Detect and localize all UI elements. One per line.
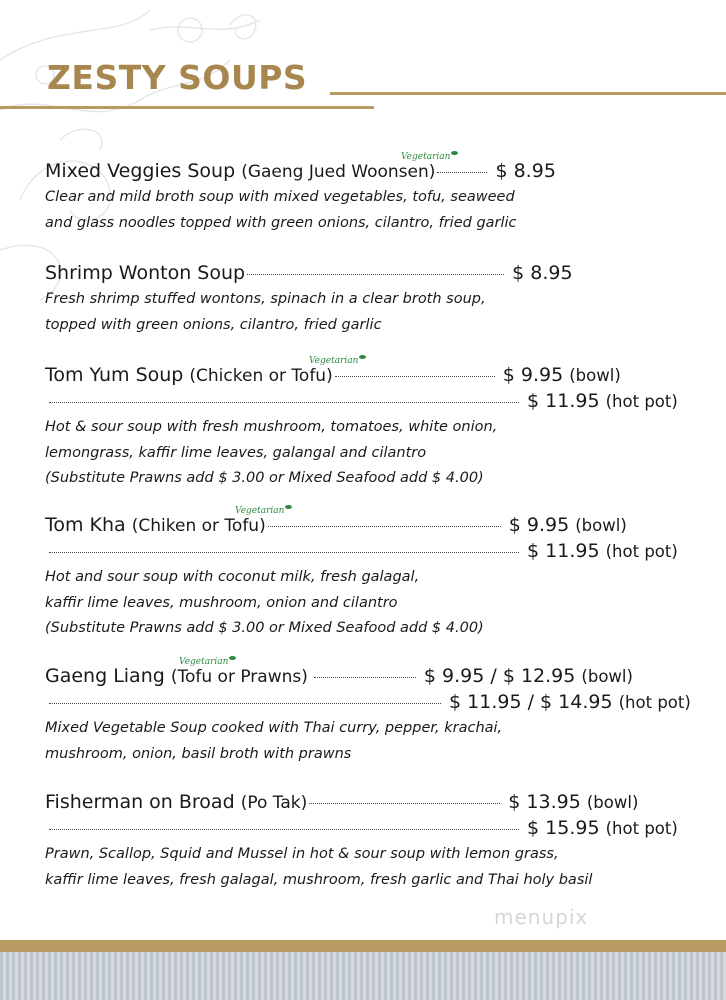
item-subtitle: (Tofu or Prawns)	[170, 667, 308, 687]
menu-item-mixed-veggies-soup	[45, 152, 705, 236]
vegetarian-icon: Vegetarian	[235, 498, 292, 524]
vegetarian-icon: Vegetarian	[309, 348, 366, 374]
item-subtitle: (Chiken or Tofu)	[131, 516, 266, 536]
item-price-bowl: $ 9.95	[502, 364, 564, 386]
menu-item-shrimp-wonton-soup	[45, 260, 705, 338]
item-price: $ 8.95	[495, 160, 556, 182]
leader-dots	[49, 552, 519, 553]
item-name: Shrimp Wonton Soup	[45, 262, 246, 284]
item-name: Gaeng Liang	[45, 665, 165, 687]
item-subtitle: (Chicken or Tofu)	[189, 366, 333, 386]
item-description: Hot & sour soup with fresh mushroom, tomatoes, white onion, lemongrass, kaffir lime leaves, galangal and cilantro (Substitute Prawns add $ 3.00 or Mixed Seafood add $ 4.00)	[45, 419, 498, 486]
header-rule-left	[0, 106, 374, 109]
item-description: Hot and sour soup with coconut milk, fresh galagal, kaffir lime leaves, mushroom, onion and cilantro (Substitute Prawns add $ 3.00 or Mixed Seafood add $ 4.00)	[45, 569, 484, 636]
vegetarian-icon: Vegetarian	[179, 649, 236, 675]
leader-dots	[49, 703, 441, 704]
item-description: Prawn, Scallop, Squid and Mussel in hot & sour soup with lemon grass, kaffir lime leaves, fresh galagal, mushroom, fresh garlic and Thai holy basil	[45, 846, 593, 888]
leader-dots	[309, 803, 500, 804]
item-price-hotpot: $ 11.95	[527, 390, 600, 412]
menu-item-tom-yum-soup	[45, 356, 705, 492]
leader-dots	[49, 402, 519, 403]
item-price-hotpot: $ 11.95 / $ 14.95	[449, 691, 613, 713]
leader-dots	[437, 172, 487, 173]
item-price-hotpot: $ 15.95	[527, 817, 600, 839]
item-unit-hotpot: (hot pot)	[605, 542, 678, 561]
item-price-bowl: $ 13.95	[508, 791, 581, 813]
item-subtitle: (Gaeng Jued Woonsen)	[241, 162, 436, 182]
section-title: ZESTY SOUPS	[47, 58, 308, 97]
item-price: $ 8.95	[512, 262, 573, 284]
leader-dots	[247, 274, 504, 275]
item-name: Tom Yum Soup	[45, 364, 184, 386]
vegetarian-icon: Vegetarian	[401, 144, 458, 170]
item-unit-hotpot: (hot pot)	[605, 392, 678, 411]
item-name: Tom Kha	[45, 514, 126, 536]
leader-dots	[49, 829, 519, 830]
item-unit-bowl: (bowl)	[569, 366, 621, 385]
menu-item-fisherman-on-broad	[45, 789, 705, 893]
item-price-hotpot: $ 11.95	[527, 540, 600, 562]
item-unit-hotpot: (hot pot)	[605, 819, 678, 838]
item-description: Mixed Vegetable Soup cooked with Thai curry, pepper, krachai, mushroom, onion, basil broth with prawns	[45, 720, 503, 762]
leader-dots	[314, 677, 416, 678]
item-name: Mixed Veggies Soup	[45, 160, 236, 182]
item-subtitle: (Po Tak)	[240, 793, 308, 813]
item-description: Fresh shrimp stuffed wontons, spinach in a clear broth soup, topped with green onions, cilantro, fried garlic	[45, 291, 486, 333]
footer-gold-band	[0, 940, 726, 952]
item-name: Fisherman on Broad	[45, 791, 235, 813]
item-unit-hotpot: (hot pot)	[618, 693, 691, 712]
item-unit-bowl: (bowl)	[581, 667, 633, 686]
leader-dots	[335, 376, 495, 377]
item-unit-bowl: (bowl)	[586, 793, 639, 812]
header-rule-right	[330, 92, 726, 95]
menupix-watermark: menupix	[494, 905, 589, 929]
footer-stripe-pattern	[0, 952, 726, 1000]
item-price-bowl: $ 9.95 / $ 12.95	[423, 665, 576, 687]
menu-item-tom-kha	[45, 506, 705, 642]
menu-item-gaeng-liang	[45, 657, 705, 767]
leader-dots	[268, 526, 501, 527]
item-description: Clear and mild broth soup with mixed vegetables, tofu, seaweed and glass noodles topped with green onions, cilantro, fried garlic	[45, 189, 517, 231]
item-unit-bowl: (bowl)	[575, 516, 627, 535]
item-price-bowl: $ 9.95	[508, 514, 570, 536]
